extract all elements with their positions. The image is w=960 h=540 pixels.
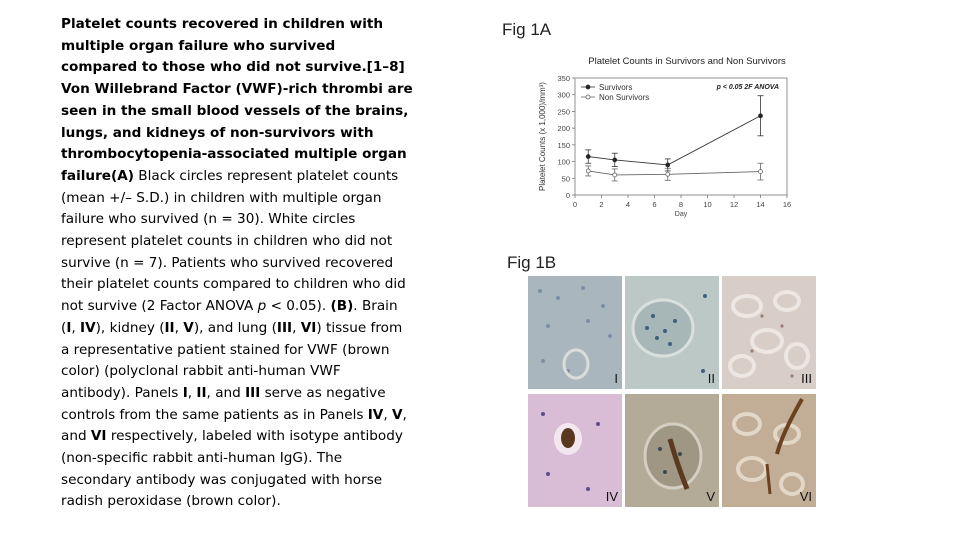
x-tick-label: 10 — [703, 200, 712, 209]
panel-label: II — [707, 371, 715, 386]
y-axis-label: Platelet Counts (x 1,000)/mm³) — [538, 82, 547, 191]
figure-caption — [61, 14, 413, 513]
chart-title: Platelet Counts in Survivors and Non Survivors — [588, 56, 786, 67]
caption-sep: , — [174, 319, 184, 336]
x-tick-label: 12 — [729, 200, 739, 209]
data-point — [666, 163, 670, 167]
caption-ref-iv: IV — [80, 319, 96, 336]
data-point — [666, 172, 670, 176]
caption-a-label: (A) — [111, 167, 134, 184]
panel-label: VI — [799, 489, 812, 504]
anova-annotation: p < 0.05 2F ANOVA — [716, 84, 779, 91]
caption-ref-v: V — [392, 406, 403, 423]
caption-sep: , — [71, 319, 81, 336]
y-tick-label: 250 — [557, 107, 570, 117]
caption-ref-ii: II — [164, 319, 175, 336]
x-tick-label: 8 — [678, 200, 684, 209]
caption-ref-i: I — [66, 319, 72, 336]
caption-sep: , — [292, 319, 301, 336]
series-line-survivors — [588, 116, 760, 165]
caption-and: , and — [61, 406, 407, 445]
y-tick-label: 100 — [557, 157, 570, 167]
x-tick-label: 2 — [599, 200, 604, 209]
caption-ref-iii: III — [276, 319, 293, 336]
caption-ref-v: V — [183, 319, 194, 336]
platelet-chart — [535, 50, 795, 220]
panel-label: IV — [605, 489, 618, 504]
data-point — [613, 173, 617, 177]
caption-sep: , — [187, 384, 197, 401]
caption-ref-vi: VI — [90, 428, 107, 445]
caption-b-text-1: . Brain ( — [61, 298, 398, 336]
caption-ref-vi: VI — [300, 319, 317, 336]
legend-marker — [586, 85, 590, 89]
x-tick-label: 6 — [652, 200, 657, 209]
panel-label: V — [706, 489, 715, 504]
caption-b-text-6: respectively, labeled with isotype antibody (non-specific rabbit anti-human IgG). The secondary antibody was conjugated with horse radish peroxidase (brown color). — [61, 428, 403, 510]
micrograph-panel-iv — [528, 394, 622, 507]
micrograph-panel-ii — [625, 276, 719, 389]
caption-p-rest: < 0.05). — [266, 298, 331, 315]
caption-title: Platelet counts recovered in children with multiple organ failure who survived compared to those who did not survive.[1–8] Von Willebrand Factor (VWF)-rich thrombi are seen in the small blood vessels of the brains, lungs, and kidneys of non-survivors with thrombocytopenia-associated multiple organ failure — [61, 16, 413, 184]
micrograph-grid — [528, 276, 816, 510]
y-tick-label: 150 — [557, 140, 570, 150]
legend-label: Non Survivors — [599, 93, 650, 102]
data-point — [586, 155, 590, 159]
data-point — [759, 114, 763, 118]
caption-b-label: (B) — [330, 298, 354, 315]
caption-b-text-5: serve as negative controls from the same patients as in Panels — [61, 384, 386, 423]
y-tick-label: 0 — [565, 191, 570, 200]
micrograph-panel-v — [625, 394, 719, 507]
y-tick-label: 300 — [557, 90, 570, 100]
caption-b-text-4: ) tissue from a representative patient stained for VWF (brown color) (polyclonal rabbit anti-human VWF antibody). Panels — [61, 319, 403, 401]
caption-ref-ii: II — [196, 384, 207, 401]
y-tick-label: 350 — [557, 74, 570, 83]
legend-marker — [586, 95, 590, 99]
caption-b-text-2: ), kidney ( — [95, 319, 165, 336]
data-point — [759, 170, 763, 174]
caption-a-text: Black circles represent platelet counts (mean +/– S.D.) in children with multiple organ failure who survived (n = 30). White circles represent platelet counts in children who did not survive (n = 7). Patients who survived recovered their platelet counts compared to children who did not survive (2 Factor ANOVA — [61, 167, 406, 315]
micrograph-panel-iii — [722, 276, 816, 389]
y-tick-label: 50 — [561, 174, 570, 184]
micrograph-panel-i — [528, 276, 622, 389]
caption-ref-iv: IV — [367, 406, 384, 423]
caption-ref-iii: III — [245, 384, 261, 401]
x-tick-label: 14 — [756, 200, 765, 209]
caption-ref-i: I — [182, 384, 188, 401]
caption-b-text-3: ), and lung ( — [193, 319, 277, 336]
fig-1b-label: Fig 1B — [507, 253, 557, 272]
x-tick-label: 0 — [572, 200, 578, 209]
legend-label: Survivors — [599, 83, 633, 92]
x-tick-label: 16 — [782, 200, 792, 209]
fig-1a-label: Fig 1A — [502, 20, 552, 39]
data-point — [613, 158, 617, 162]
y-tick-label: 200 — [557, 124, 570, 134]
x-axis-label: Day — [674, 211, 688, 218]
data-point — [586, 169, 590, 173]
caption-p-italic: p — [257, 298, 267, 315]
panel-label: I — [614, 371, 618, 386]
panel-label: III — [801, 371, 812, 386]
x-tick-label: 4 — [625, 200, 631, 209]
caption-paragraph — [61, 14, 413, 513]
micrograph-panel-vi — [722, 394, 816, 507]
caption-sep: , — [383, 406, 392, 423]
caption-and: , and — [206, 384, 246, 401]
